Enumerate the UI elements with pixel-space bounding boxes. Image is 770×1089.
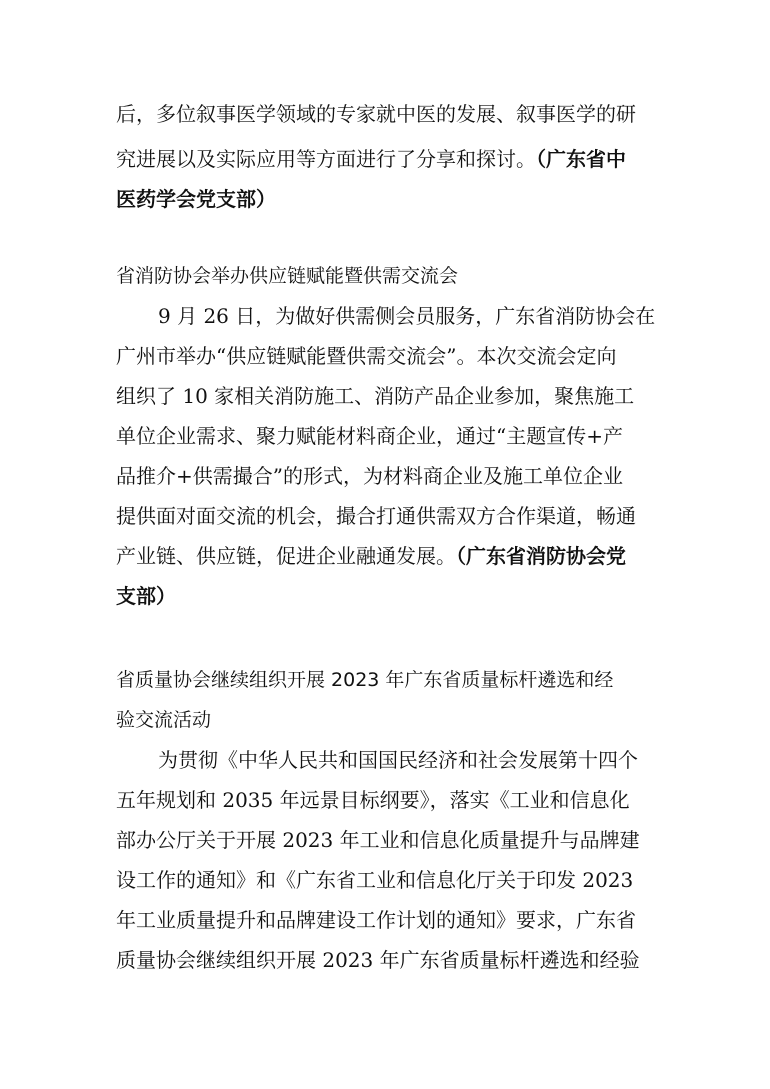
- paragraph-text: 究进展以及实际应用等方面进行了分享和探讨。: [116, 147, 536, 171]
- article-heading: 省质量协会继续组织开展 2023 年广东省质量标杆遴选和经: [116, 669, 614, 691]
- paragraph-line: 品推介+供需撮合”的形式，为材料商企业及施工单位企业: [116, 464, 623, 488]
- paragraph-line: 五年规划和 2035 年远景目标纲要》，落实《工业和信息化: [116, 788, 630, 812]
- source-attribution: （广东省消防协会党: [456, 544, 626, 568]
- paragraph-line: 广州市举办“供应链赋能暨供需交流会”。本次交流会定向: [116, 344, 617, 368]
- paragraph-line: 为贯彻《中华人民共和国国民经济和社会发展第十四个: [158, 748, 638, 772]
- paragraph-line: 部办公厅关于开展 2023 年工业和信息化质量提升与品牌建: [116, 828, 640, 852]
- paragraph-line: 9 月 26 日，为做好供需侧会员服务，广东省消防协会在: [158, 304, 656, 328]
- paragraph-text: 产业链、供应链，促进企业融通发展。: [116, 544, 456, 568]
- paragraph-line: 单位企业需求、聚力赋能材料商企业，通过“主题宣传+产: [116, 424, 623, 448]
- paragraph-line: 后，多位叙事医学领域的专家就中医的发展、叙事医学的研: [116, 102, 636, 126]
- source-attribution: 支部）: [116, 584, 176, 608]
- source-attribution: 医药学会党支部）: [116, 187, 276, 211]
- paragraph-line: 提供面对面交流的机会，撮合打通供需双方合作渠道，畅通: [116, 504, 636, 528]
- paragraph-line: 年工业质量提升和品牌建设工作计划的通知》要求，广东省: [116, 908, 636, 932]
- source-attribution: （广东省中: [536, 147, 626, 171]
- paragraph-line: 设工作的通知》和《广东省工业和信息化厅关于印发 2023: [116, 868, 634, 892]
- paragraph-line: [116, 542, 656, 570]
- paragraph-line: [116, 145, 656, 173]
- paragraph-line: 质量协会继续组织开展 2023 年广东省质量标杆遴选和经验: [116, 948, 640, 972]
- article-heading: 省消防协会举办供应链赋能暨供需交流会: [116, 265, 459, 287]
- paragraph-line: 组织了 10 家相关消防施工、消防产品企业参加，聚焦施工: [116, 384, 635, 408]
- article-heading: 验交流活动: [116, 709, 212, 731]
